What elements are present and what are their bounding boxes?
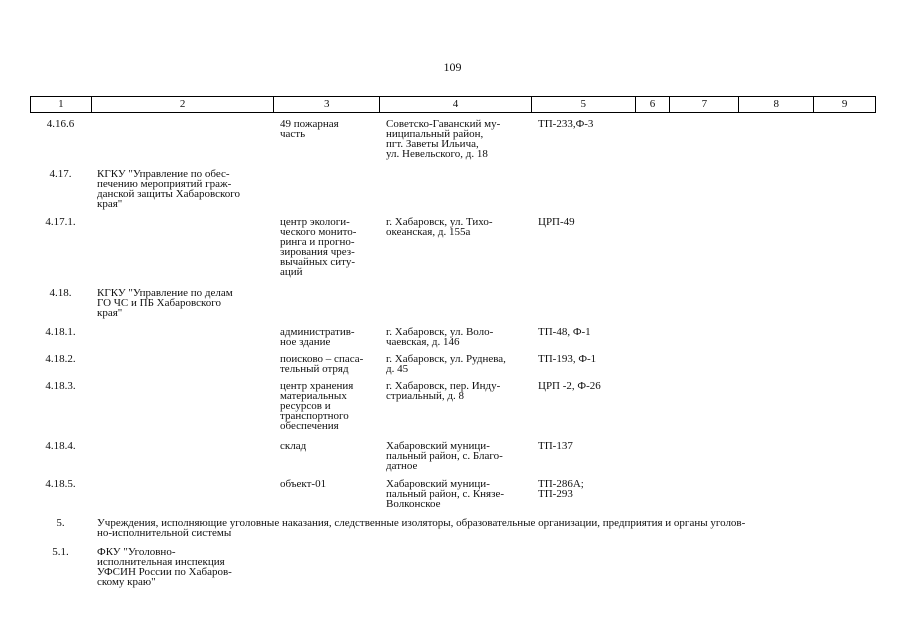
row-address: г. Хабаровск, ул. Воло- чаевская, д. 146 bbox=[386, 326, 494, 348]
row-address: г. Хабаровск, пер. Инду- стриальный, д. 8 bbox=[386, 380, 501, 402]
row-power-source: ЦРП-49 bbox=[538, 216, 575, 228]
page-number: 109 bbox=[443, 60, 462, 74]
row-object: объект-01 bbox=[280, 478, 327, 490]
header-col-5: 5 bbox=[532, 97, 636, 112]
row-address bbox=[380, 169, 532, 217]
row-organization bbox=[91, 441, 274, 479]
header-col-3: 3 bbox=[274, 97, 380, 112]
row-power-source: ТП-137 bbox=[538, 440, 573, 452]
row-organization bbox=[91, 327, 274, 354]
row-number: 4.18.2. bbox=[45, 353, 76, 365]
row-number: 4.18. bbox=[49, 287, 72, 299]
row-number: 4.18.4. bbox=[45, 440, 76, 452]
row-number: 5.1. bbox=[52, 546, 69, 558]
row-object bbox=[274, 169, 380, 217]
section-title: Учреждения, исполняющие уголовные наказания, следственные изоляторы, образовательные организации, предприятия и органы уголов- но-исполнительной системы bbox=[97, 517, 746, 539]
row-address: г. Хабаровск, ул. Руднева, д. 45 bbox=[386, 353, 506, 375]
row-address bbox=[380, 288, 532, 327]
header-col-9: 9 bbox=[841, 98, 848, 110]
header-col-4: 4 bbox=[380, 97, 532, 112]
table-row bbox=[30, 119, 876, 169]
row-power-source bbox=[532, 547, 636, 591]
row-address: г. Хабаровск, ул. Тихо- океанская, д. 155а bbox=[386, 216, 493, 238]
header-col-6: 6 bbox=[636, 97, 671, 112]
table-row bbox=[30, 354, 876, 381]
table-row bbox=[30, 288, 876, 327]
row-object bbox=[274, 288, 380, 327]
row-power-source: ТП-286А; ТП-293 bbox=[538, 478, 584, 500]
row-organization bbox=[91, 479, 274, 518]
row-address: Советско-Гаванский му- ниципальный район, пгт. Заветы Ильича, ул. Невельского, д. 18 bbox=[386, 118, 501, 160]
row-object: поисково – спаса- тельный отряд bbox=[280, 353, 364, 375]
row-object: центр хранения материальных ресурсов и транспортного обеспечения bbox=[280, 380, 354, 432]
table-row bbox=[30, 479, 876, 518]
row-object: склад bbox=[280, 440, 307, 452]
section-number: 5. bbox=[56, 517, 65, 529]
table-body bbox=[30, 119, 876, 591]
table-row bbox=[30, 381, 876, 441]
row-power-source: ТП-48, Ф-1 bbox=[538, 326, 591, 338]
header-col-8: 8 bbox=[739, 97, 814, 112]
row-power-source bbox=[532, 288, 636, 327]
row-object: центр экологи- ческого монито- ринга и прогно- зирования чрез- вычайных ситу- аций bbox=[280, 216, 357, 278]
row-number: 4.18.5. bbox=[45, 478, 76, 490]
row-power-source: ТП-193, Ф-1 bbox=[538, 353, 597, 365]
table-row bbox=[30, 327, 876, 354]
header-col-7: 7 bbox=[670, 97, 739, 112]
row-organization bbox=[91, 217, 274, 288]
table-row bbox=[30, 441, 876, 479]
row-organization: КГКУ "Управление по обес- печению мероприятий граж- данской защиты Хабаровского края" bbox=[97, 168, 241, 210]
row-number: 4.16.6 bbox=[46, 118, 75, 130]
row-organization: КГКУ "Управление по делам ГО ЧС и ПБ Хабаровского края" bbox=[97, 287, 233, 319]
table-row bbox=[30, 547, 876, 591]
row-power-source: ТП-233,Ф-3 bbox=[538, 118, 594, 130]
row-object bbox=[274, 547, 380, 591]
row-organization bbox=[91, 354, 274, 381]
row-organization: ФКУ "Уголовно- исполнительная инспекция УФСИН России по Хабаров- скому краю" bbox=[97, 546, 232, 588]
row-object: 49 пожарная часть bbox=[280, 118, 339, 140]
row-organization bbox=[91, 119, 274, 169]
row-power-source: ЦРП -2, Ф-26 bbox=[538, 380, 601, 392]
table-row bbox=[30, 169, 876, 217]
header-col-2: 2 bbox=[92, 97, 275, 112]
row-number: 4.17.1. bbox=[45, 216, 76, 228]
row-number: 4.17. bbox=[49, 168, 72, 180]
row-address: Хабаровский муници- пальный район, с. Князе- Волконское bbox=[386, 478, 504, 510]
row-number: 4.18.1. bbox=[45, 326, 76, 338]
row-power-source bbox=[532, 169, 636, 217]
row-address bbox=[380, 547, 532, 591]
section-row bbox=[30, 518, 876, 547]
row-number: 4.18.3. bbox=[45, 380, 76, 392]
row-object: административ- ное здание bbox=[280, 326, 355, 348]
row-address: Хабаровский муници- пальный район, с. Благо- датное bbox=[386, 440, 503, 472]
table-header bbox=[30, 96, 876, 113]
table-row bbox=[30, 217, 876, 288]
row-organization bbox=[91, 381, 274, 441]
header-col-1: 1 bbox=[31, 97, 92, 112]
